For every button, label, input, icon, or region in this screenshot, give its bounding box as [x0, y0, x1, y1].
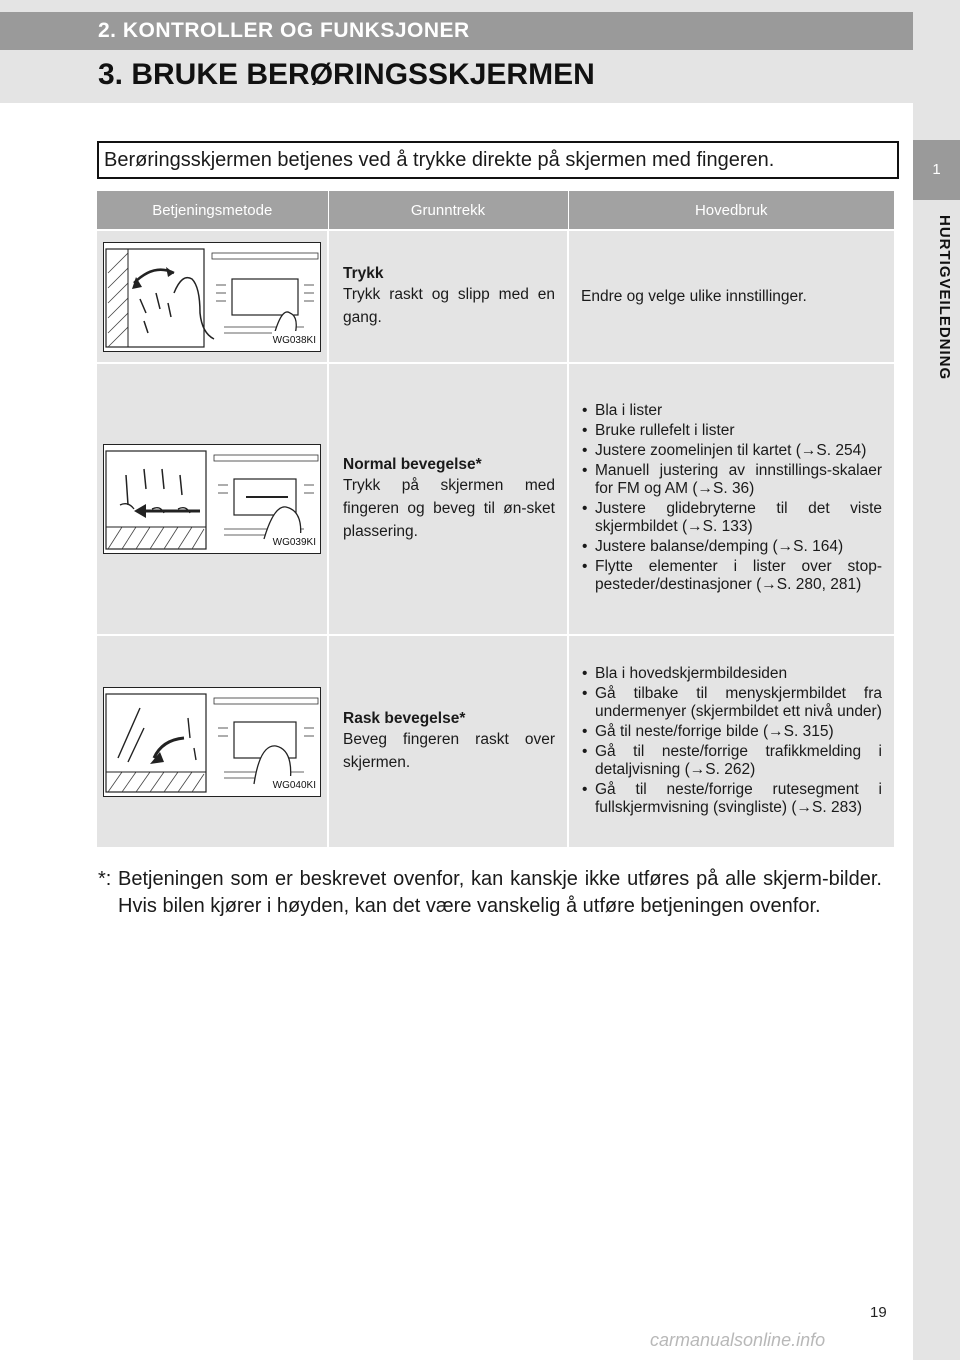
usage-cell: [568, 363, 894, 635]
feature-cell: [328, 635, 568, 847]
image-code-label: WG040KI: [272, 776, 317, 795]
footnote-text: Betjeningen som er beskrevet ovenfor, kan kanskje ikke utføres på alle skjerm-bilder. Hvis bilen kjører i høyden, kan det være vanskelig å utføre betjeningen ovenfor.: [118, 868, 882, 917]
chapter-sidebar: [913, 0, 960, 1360]
usage-item: • Gå til neste/forrige rutesegment i fullskjermvisning (svingliste) (→S. 283): [581, 781, 882, 817]
method-description: Trykk på skjermen med fingeren og beveg til øn-sket plassering.: [343, 477, 555, 540]
column-header-features: Grunntrekk: [328, 191, 568, 230]
page-number: 19: [870, 1304, 887, 1321]
table-row: [97, 635, 894, 847]
column-header-method: Betjeningsmetode: [97, 191, 328, 230]
usage-item: • Gå til neste/forrige bilde (→S. 315): [581, 723, 882, 741]
method-title: Rask bevegelse*: [343, 710, 466, 727]
usage-cell: [568, 230, 894, 363]
method-illustration-cell: [97, 230, 328, 363]
usage-item: • Gå til neste/forrige trafikkmelding i detaljvisning (→S. 262): [581, 743, 882, 779]
flick-gesture-illustration: [103, 687, 321, 797]
usage-text: Endre og velge ulike innstillinger.: [581, 288, 807, 305]
usage-item: • Justere balanse/demping (→S. 164): [581, 538, 882, 556]
usage-list: [581, 402, 882, 594]
chapter-number-tab[interactable]: 1: [913, 140, 960, 200]
intro-box: Berøringsskjermen betjenes ved å trykke direkte på skjermen med fingeren.: [97, 141, 899, 179]
usage-item: • Bla i lister: [581, 402, 882, 420]
footnote: [98, 866, 882, 920]
table-header-row: [97, 191, 894, 230]
method-illustration-cell: [97, 635, 328, 847]
image-code-label: WG038KI: [272, 331, 317, 350]
feature-cell: [328, 230, 568, 363]
method-description: Trykk raskt og slipp med en gang.: [343, 286, 555, 326]
table-row: [97, 363, 894, 635]
method-title: Normal bevegelse*: [343, 456, 482, 473]
method-title: Trykk: [343, 265, 384, 282]
method-illustration-cell: [97, 363, 328, 635]
image-code-label: WG039KI: [272, 533, 317, 552]
usage-item: • Bla i hovedskjermbildesiden: [581, 665, 882, 683]
usage-item: • Justere glidebryterne til det viste skjermbildet (→S. 133): [581, 500, 882, 536]
column-header-usage: Hovedbruk: [568, 191, 894, 230]
usage-item: • Justere zoomelinjen til kartet (→S. 254): [581, 442, 882, 460]
usage-item: • Manuell justering av innstillings-skalaer for FM og AM (→S. 36): [581, 462, 882, 498]
feature-cell: [328, 363, 568, 635]
footnote-marker: *:: [98, 868, 112, 890]
usage-item: • Flytte elementer i lister over stop-pesteder/destinasjoner (→S. 280, 281): [581, 558, 882, 594]
usage-list: [581, 665, 882, 817]
tap-gesture-illustration: [103, 242, 321, 352]
usage-item: • Gå tilbake til menyskjermbildet fra undermenyer (skjermbildet ett nivå under): [581, 685, 882, 721]
operation-table: [97, 191, 894, 847]
usage-cell: [568, 635, 894, 847]
page-title: 3. BRUKE BERØRINGSSKJERMEN: [98, 58, 595, 91]
usage-item: • Bruke rullefelt i lister: [581, 422, 882, 440]
section-label: 2. KONTROLLER OG FUNKSJONER: [98, 19, 470, 42]
drag-gesture-illustration: [103, 444, 321, 554]
table-row: [97, 230, 894, 363]
method-description: Beveg fingeren raskt over skjermen.: [343, 731, 555, 771]
chapter-label: HURTIGVEILEDNING: [936, 215, 953, 381]
watermark: carmanualsonline.info: [650, 1330, 826, 1350]
